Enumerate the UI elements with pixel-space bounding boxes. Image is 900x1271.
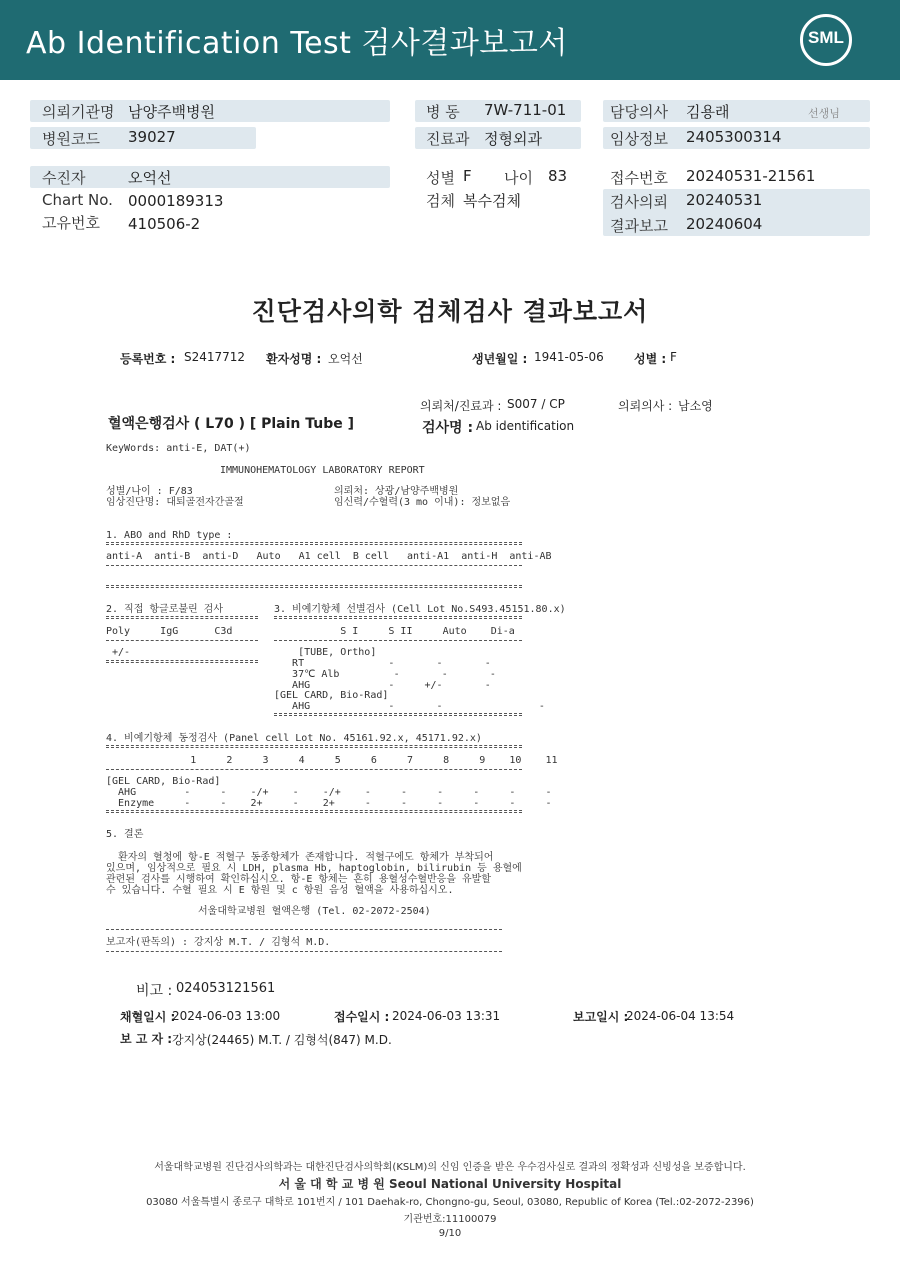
page-title: Ab Identification Test 검사결과보고서 (26, 26, 568, 61)
report-label: 결과보고 (610, 217, 668, 235)
unique-value: 410506-2 (128, 215, 201, 233)
chart-value: 0000189313 (128, 192, 224, 210)
sex-value: F (463, 167, 472, 185)
summary-reporter-label: 보 고 자 : (120, 1032, 173, 1046)
age-label: 나이 (504, 169, 533, 187)
section2-title: 2. 직접 항글로불린 검사 (106, 604, 224, 615)
hospital-code-label: 병원코드 (42, 130, 100, 148)
sex-label: 성별 (426, 169, 455, 187)
section1-rule-mid (106, 565, 522, 566)
clinical-info-value: 2405300314 (686, 128, 782, 146)
receive-label: 접수일시 : (334, 1010, 390, 1024)
receipt-label: 접수번호 (610, 169, 668, 187)
doctor-suffix: 선생님 (808, 107, 840, 120)
patient-label: 수진자 (42, 169, 86, 187)
institution-value: 남양주백병원 (128, 103, 215, 121)
section2-rule-top (106, 616, 258, 619)
reg-value: S2417712 (184, 350, 246, 364)
receive-value: 2024-06-03 13:31 (392, 1009, 501, 1023)
department-value: 정형외과 (484, 130, 542, 148)
conclusion-line-1: 있으며, 임상적으로 필요 시 LDH, plasma Hb, haptoglobin, bilirubin 등 용혈에 (106, 863, 522, 874)
diagnosis: 임상진단명: 대퇴골전자간골절 (106, 497, 244, 508)
section2-rule-bottom (106, 660, 258, 663)
document-title: 진단검사의학 검체검사 결과보고서 (251, 297, 649, 326)
section3-cols: S I S II Auto Di-a (274, 626, 515, 637)
doc-sex-value: F (670, 350, 677, 364)
receipt-value: 20240531-21561 (686, 167, 816, 185)
footer-address: 03080 서울특별시 종로구 대학로 101번지 / 101 Daehak-ro, Chongno-gu, Seoul, 03080, Republic of Korea (Tel.:02-2072-2396) (146, 1197, 754, 1208)
unique-label: 고유번호 (42, 214, 100, 232)
ward-value: 7W-711-01 (484, 101, 567, 119)
note-value: 024053121561 (176, 981, 276, 996)
section2-result: +/- (106, 647, 131, 658)
section3-row-4: [GEL CARD, Bio-Rad] (274, 690, 389, 701)
clinical-info-label: 임상정보 (610, 130, 668, 148)
specimen-value: 복수검체 (463, 192, 521, 210)
collect-value: 2024-06-03 13:00 (172, 1009, 281, 1023)
section3-rule-top (274, 616, 522, 619)
section3-rule-mid (274, 640, 522, 641)
reporter-rule-bottom (106, 951, 502, 952)
summary-reporter-value: 강지상(24465) M.T. / 김형석(847) M.D. (172, 1033, 392, 1047)
section4-cols: 1 2 3 4 5 6 7 8 9 10 11 (106, 755, 558, 766)
conclusion-line-3: 수 있습니다. 수혈 필요 시 E 항원 및 c 항원 음성 혈액을 사용하십시오. (106, 885, 454, 896)
section1-rule-top (106, 542, 522, 545)
section5-title: 5. 결론 (106, 829, 144, 840)
section4-rule-mid (106, 769, 522, 770)
conclusion-line-2: 관련된 검사를 시행하여 확인하십시오. 항-E 항체는 흔히 용혈성수혈반응을 유발할 (106, 874, 492, 885)
section1-cols: anti-A anti-B anti-D Auto A1 cell B cell anti-A1 anti-H anti-AB (106, 551, 552, 562)
sml-logo (800, 14, 852, 66)
section3-row-0: [TUBE, Ortho] (274, 647, 377, 658)
department-label: 진료과 (426, 130, 470, 148)
section1-rule-bottom (106, 585, 522, 588)
institution-label: 의뢰기관명 (42, 103, 115, 121)
section4-row-0: [GEL CARD, Bio-Rad] (106, 776, 221, 787)
footer-cert: 서울대학교병원 진단검사의학과는 대한진단검사의학회(KSLM)의 신임 인증을 받은 우수검사실로 결과의 정확성과 신빙성을 보증합니다. (154, 1162, 746, 1173)
reg-label: 등록번호 : (120, 352, 176, 366)
conclusion-line-0: 환자의 혈청에 항-E 적혈구 동종항체가 존재합니다. 적혈구에도 항체가 부착되어 (106, 852, 494, 863)
specimen-label: 검체 (426, 192, 455, 210)
name-value: 오억선 (328, 352, 363, 366)
bloodbank: 서울대학교병원 혈액은행 (Tel. 02-2072-2504) (198, 906, 431, 917)
chart-label: Chart No. (42, 191, 113, 209)
section2-rule-mid (106, 640, 258, 641)
section3-title: 3. 비예기항체 선별검사 (Cell Lot No.S493.45151.80.x) (274, 604, 566, 615)
keywords: KeyWords: anti-E, DAT(+) (106, 443, 251, 454)
birth-value: 1941-05-06 (534, 350, 604, 364)
report-reporter: 보고자(판독의) : 강지상 M.T. / 김형석 M.D. (106, 937, 331, 948)
section3-row-1: RT - - - (274, 658, 491, 669)
section4-rule-bottom (106, 810, 522, 813)
section4-title: 4. 비예기항체 동정검사 (Panel cell Lot No. 45161.92.x, 45171.92.x) (106, 733, 482, 744)
hospital-code-value: 39027 (128, 128, 176, 146)
report-time-value: 2024-06-04 13:54 (626, 1009, 735, 1023)
footer-org-code: 기관번호:11100079 (403, 1214, 497, 1225)
lab-title: IMMUNOHEMATOLOGY LABORATORY REPORT (220, 465, 425, 476)
pregnancy: 임신력/수혈력(3 mo 이내): 정보없음 (334, 497, 511, 508)
doc-sex-label: 성별 : (634, 352, 667, 366)
birth-label: 생년월일 : (472, 352, 528, 366)
note-label: 비고 : (136, 983, 173, 999)
section3-row-2: 37℃ Alb - - - (274, 669, 496, 680)
doctor-value: 김용래 (686, 103, 730, 121)
report-value: 20240604 (686, 215, 763, 233)
section3-rule-bottom (274, 713, 522, 716)
request-value: 20240531 (686, 191, 763, 209)
test-title: 혈액은행검사 ( L70 ) [ Plain Tube ] (108, 416, 355, 432)
page-number: 9/10 (438, 1228, 462, 1239)
reporter-rule-top (106, 929, 502, 930)
doctor-label: 담당의사 (610, 103, 668, 121)
referrer: 의뢰처: 상광/남양주백병원 (334, 486, 459, 497)
section3-row-5: AHG - - - (274, 701, 545, 712)
section1-title: 1. ABO and RhD type : (106, 530, 233, 541)
section2-cols: Poly IgG C3d (106, 626, 233, 637)
report-time-label: 보고일시 : (573, 1010, 629, 1024)
logo-text: SML (808, 28, 844, 47)
section4-rule-top (106, 745, 522, 748)
request-label: 검사의뢰 (610, 193, 668, 211)
section4-row-1: AHG - - -/+ - -/+ - - - - - - (106, 787, 552, 798)
footer-hospital: 서 울 대 학 교 병 원 Seoul National University Hospital (278, 1177, 622, 1191)
sex-age: 성별/나이 : F/83 (106, 486, 193, 497)
test-name-label: 검사명 : (422, 420, 474, 436)
age-value: 83 (548, 167, 568, 185)
referral-value: S007 / CP (507, 397, 565, 411)
header-bar (0, 0, 900, 80)
section3-row-3: AHG - +/- - (274, 680, 491, 691)
ward-label: 병 동 (426, 103, 460, 121)
section4-row-2: Enzyme - - 2+ - 2+ - - - - - - (106, 798, 552, 809)
patient-value: 오억선 (128, 169, 172, 187)
test-name-value: Ab identification (476, 419, 575, 433)
ref-doctor-label: 의뢰의사 : (618, 399, 673, 413)
name-label: 환자성명 : (266, 352, 322, 366)
collect-label: 채혈일시 : (120, 1010, 176, 1024)
ref-doctor-value: 남소영 (678, 399, 713, 413)
referral-label: 의뢰처/진료과 : (420, 399, 502, 413)
